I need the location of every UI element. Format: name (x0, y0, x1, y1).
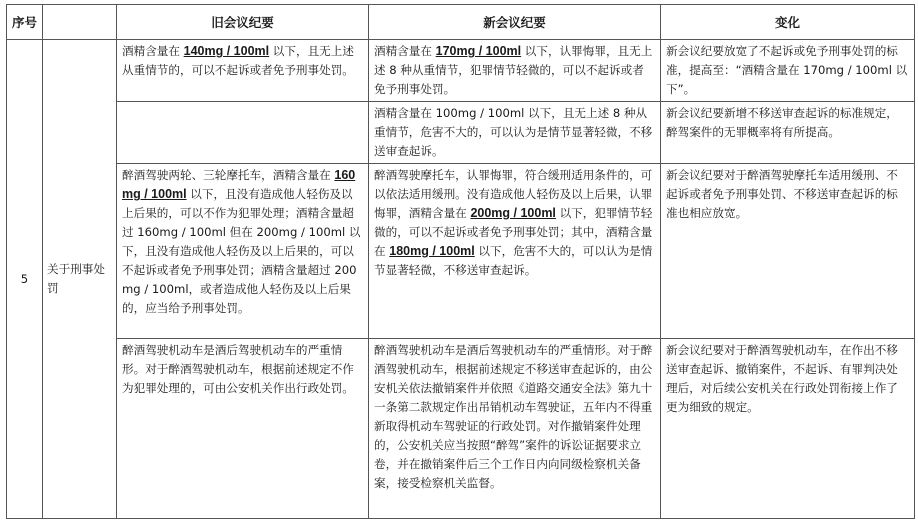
threshold-value: 180mg / 100ml (389, 244, 475, 258)
change-cell (661, 40, 915, 102)
threshold-value: 160mg / 100ml (122, 168, 356, 201)
cell-text: 以下，且没有造成他人轻伤及以上后果的，可以不作为犯罪处理；酒精含量超过 160mg / 100ml 但在 200mg / 100ml 以下，且没有造成他人轻伤及以上后果的，可以不起诉或者免予刑事处罚；酒精含量超过 200mg / 100ml，或者造成他人轻伤及以上后果的，应当给予刑事处罚。 (122, 187, 361, 315)
table-row (7, 164, 915, 339)
new-cell (369, 40, 661, 102)
header-old: 旧会议纪要 (117, 5, 369, 40)
category-cell: 关于刑事处罚 (43, 40, 117, 519)
new-cell (369, 102, 661, 164)
header-no: 序号 (7, 5, 43, 40)
cell-text: 酒精含量在 100mg / 100ml 以下，且无上述 8 种从重情节，危害不大的，可以认为是情节显著轻微，不移送审查起诉。 (374, 106, 653, 158)
cell-text: 新会议纪要对于醉酒驾驶机动车，在作出不移送审查起诉、撤销案件，不起诉、有罪判决处理后，对后续公安机关在行政处罚衔接上作了更为细致的规定。 (666, 343, 898, 414)
cell-text: 新会议纪要新增不移送审查起诉的标准规定，醉驾案件的无罪概率将有所提高。 (666, 106, 898, 139)
row-number: 5 (7, 40, 43, 519)
cell-text: 以下，危害不大的，可以认为是情节显著轻微，不移送审查起诉。 (374, 244, 653, 277)
change-cell (661, 339, 915, 519)
cell-text: 新会议纪要放宽了不起诉或免予刑事处罚的标准，提高至：“酒精含量在 170mg / 100ml 以下”。 (666, 44, 908, 96)
old-cell (117, 164, 369, 339)
header-change: 变化 (661, 5, 915, 40)
table-row (7, 339, 915, 519)
header-row (7, 5, 915, 40)
old-cell (117, 102, 369, 164)
cell-text: 酒精含量在 (122, 44, 184, 58)
cell-text: 醉酒驾驶两轮、三轮摩托车，酒精含量在 (122, 168, 335, 182)
threshold-value: 200mg / 100ml (470, 206, 556, 220)
threshold-value: 140mg / 100ml (183, 44, 270, 58)
table-row (7, 102, 915, 164)
cell-text: 以下，犯罪情节轻微的，可以不起诉或者免予刑事处罚；其中，酒精含量在 (374, 206, 653, 258)
cell-text: 新会议纪要对于醉酒驾驶摩托车适用缓刑、不起诉或者免予刑事处罚、不移送审查起诉的标准也相应放宽。 (666, 168, 898, 220)
comparison-table (6, 4, 915, 519)
old-cell (117, 40, 369, 102)
change-cell (661, 164, 915, 339)
new-cell (369, 164, 661, 339)
change-cell (661, 102, 915, 164)
new-cell (369, 339, 661, 519)
cell-text: 醉酒驾驶机动车是酒后驾驶机动车的严重情形。对于醉酒驾驶机动车，根据前述规定不移送审查起诉的，由公安机关依法撤销案件并依照《道路交通安全法》第九十一条第二款规定作出吊销机动车驾驶证，五年内不得重新取得机动车驾驶证的行政处罚。对作撤销案件处理的，公安机关应当按照“醉驾”案件的诉讼证据要求立卷，并在撤销案件后三个工作日内向同级检察机关备案，接受检察机关监督。 (374, 343, 653, 490)
cell-text: 酒精含量在 (374, 44, 436, 58)
header-category (43, 5, 117, 40)
cell-text: 醉酒驾驶机动车是酒后驾驶机动车的严重情形。对于醉酒驾驶机动车，根据前述规定不作为犯罪处理的，可由公安机关作出行政处罚。 (122, 343, 354, 395)
cell-text: 醉酒驾驶摩托车，认罪悔罪，符合缓刑适用条件的，可以依法适用缓刑。没有造成他人轻伤及以上后果，认罪悔罪，酒精含量在 (374, 168, 653, 220)
header-new: 新会议纪要 (369, 5, 661, 40)
threshold-value: 170mg / 100ml (435, 44, 522, 58)
cell-text: 以下，认罪悔罪，且无上述 8 种从重情节，犯罪情节轻微的，可以不起诉或者免予刑事处罚。 (374, 44, 653, 96)
old-cell (117, 339, 369, 519)
cell-text: 以下，且无上述从重情节的，可以不起诉或者免予刑事处罚。 (122, 44, 354, 77)
table-row (7, 40, 915, 102)
